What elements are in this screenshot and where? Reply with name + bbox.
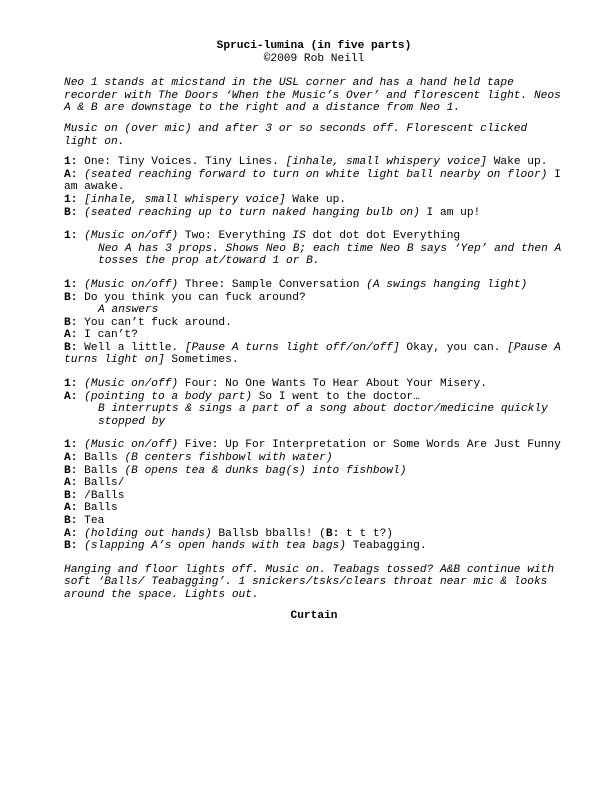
direction-text: B interrupts & sings a part of a song about doctor/medicine quickly stopped by [98, 403, 555, 428]
line-text: Five: Up For Interpretation or Some Words Are Just Funny [178, 439, 561, 452]
script-parts [64, 156, 568, 553]
line-text: Well a little. [77, 341, 185, 354]
speaker-label: A: [64, 329, 78, 342]
script-part [64, 439, 564, 552]
line-text: Two: Everything [178, 230, 293, 243]
dialogue-line [64, 490, 564, 503]
speaker-label: B: [64, 515, 78, 527]
line-text: Wake up. [486, 156, 548, 169]
line-text: Balls/ [77, 477, 125, 490]
curtain-label: Curtain [290, 609, 338, 622]
direction-text: (Music on/off) [84, 230, 179, 243]
line-text: You can’t fuck around. [77, 316, 232, 329]
direction-text: (A swings hanging light) [366, 278, 528, 291]
line-text: Balls [77, 452, 125, 465]
dialogue-line [64, 540, 564, 553]
line-text: I can’t? [77, 329, 138, 342]
speaker-label: A: [64, 477, 78, 490]
line-text: One: Tiny Voices. Tiny Lines. [77, 156, 286, 169]
dialogue-line [64, 439, 564, 452]
direction-text: [Pause A turns light on] [64, 341, 568, 367]
direction-text: [Pause A turns light off/on/off] [184, 341, 400, 354]
line-text: Wake up. [285, 193, 347, 206]
dialogue-line [64, 477, 564, 490]
speaker-label: B: [64, 341, 78, 354]
dialogue-line [64, 465, 564, 478]
dialogue-line [64, 230, 564, 243]
line-text: dot dot dot Everything [305, 230, 461, 243]
line-text: I am up! [419, 206, 481, 219]
speaker-label: 1: [64, 193, 78, 206]
dialogue-line [64, 502, 564, 515]
speaker-label: A: [64, 452, 78, 465]
direction-text: A answers [98, 304, 159, 317]
speaker-label: 1: [64, 439, 78, 452]
opening-directions [64, 77, 564, 148]
line-text: t t t?) [339, 527, 394, 540]
copyright-byline: ©2009 Rob Neill [263, 52, 365, 65]
direction-text: (slapping A’s open hands with tea bags) [84, 540, 346, 553]
direction-text: (holding out hands) [84, 527, 212, 540]
speaker-label: 1: [64, 156, 78, 169]
closing-directions: Hanging and floor lights off. Music on. Teabags tossed? A&B continue with soft ‘Balls/ Teabagging’. 1 snickers/tsks/clears throat near mic & looks around the space. Lights out. [64, 563, 555, 601]
line-text: /Balls [77, 489, 125, 502]
line-text: Balls [77, 502, 118, 515]
dialogue-line [64, 194, 564, 207]
stage-direction: Neo 1 stands at micstand in the USL corner and has a hand held tape recorder with The Doors ‘When the Music’s Over’ and florescent light. Neos A & B are downstage to the right and a distance from Neo 1. [64, 77, 561, 115]
direction-text: (seated reaching forward to turn on white light ball nearby on floor) [84, 168, 548, 181]
direction-text: (B opens tea & dunks bag(s) into fishbowl) [124, 464, 407, 477]
play-title: Spruci-lumina (in five parts) [216, 40, 412, 52]
speaker-label: A: [64, 390, 78, 403]
speaker-label: A: [64, 502, 78, 515]
speaker-label: B: [64, 489, 78, 502]
dialogue-line [64, 156, 564, 169]
speaker-label: 1: [64, 278, 78, 291]
line-text: I am awake. [64, 168, 568, 194]
dialogue-line [64, 292, 564, 305]
dialogue-line [64, 341, 568, 367]
speaker-label: 1: [64, 378, 78, 391]
stage-direction: Music on (over mic) and after 3 or so seconds off. Florescent clicked light on. [64, 122, 528, 148]
script-part [64, 378, 564, 428]
direction-text: (seated reaching up to turn naked hanging bulb on) [84, 206, 420, 219]
dialogue-line [64, 452, 564, 465]
dialogue-line [64, 329, 564, 342]
direction-text: (Music on/off) [84, 378, 179, 391]
indented-direction [64, 403, 564, 428]
direction-text: (B centers fishbowl with water) [124, 452, 333, 465]
speaker-label: B: [64, 206, 78, 219]
direction-text: [inhale, small whispery voice] [84, 193, 286, 206]
line-text: Three: Sample Conversation [178, 278, 367, 291]
line-text: Do you think you can fuck around? [77, 291, 306, 304]
direction-text: (Music on/off) [84, 439, 179, 452]
direction-text: (pointing to a body part) [84, 390, 252, 403]
line-text: Teabagging. [346, 540, 427, 553]
line-text: So I went to the doctor… [252, 390, 420, 403]
line-text: Okay, you can. [399, 341, 508, 354]
speaker-label: B: [64, 291, 78, 304]
line-text: B: [325, 527, 340, 540]
dialogue-line [64, 391, 564, 404]
speaker-label: 1: [64, 230, 78, 243]
script-page [64, 40, 568, 622]
dialogue-line [64, 515, 564, 528]
speaker-label: B: [64, 464, 78, 477]
speaker-label: A: [64, 527, 78, 540]
dialogue-line [64, 378, 564, 391]
script-part [64, 230, 568, 268]
direction-text: IS [292, 230, 306, 243]
speaker-label: B: [64, 316, 78, 329]
line-text: Four: No One Wants To Hear About Your Misery. [178, 378, 487, 391]
dialogue-line [64, 317, 564, 330]
direction-text: Neo A has 3 props. Shows Neo B; each time Neo B says ‘Yep’ and then A tosses the prop at/toward 1 or B. [98, 242, 568, 268]
indented-direction [64, 242, 568, 268]
speaker-label: B: [64, 540, 78, 553]
dialogue-line [64, 528, 564, 541]
line-text: Sometimes. [164, 354, 239, 367]
speaker-label: A: [64, 168, 78, 181]
line-text: Balls [77, 464, 125, 477]
dialogue-line [64, 279, 564, 292]
script-part [64, 156, 568, 219]
line-text: Tea [77, 515, 105, 527]
dialogue-line [64, 207, 564, 220]
dialogue-line [64, 168, 568, 194]
script-part [64, 278, 568, 367]
indented-direction [64, 304, 564, 317]
direction-text: (Music on/off) [84, 278, 179, 291]
line-text: Ballsb bballs! ( [211, 527, 326, 540]
direction-text: [inhale, small whispery voice] [285, 156, 487, 169]
